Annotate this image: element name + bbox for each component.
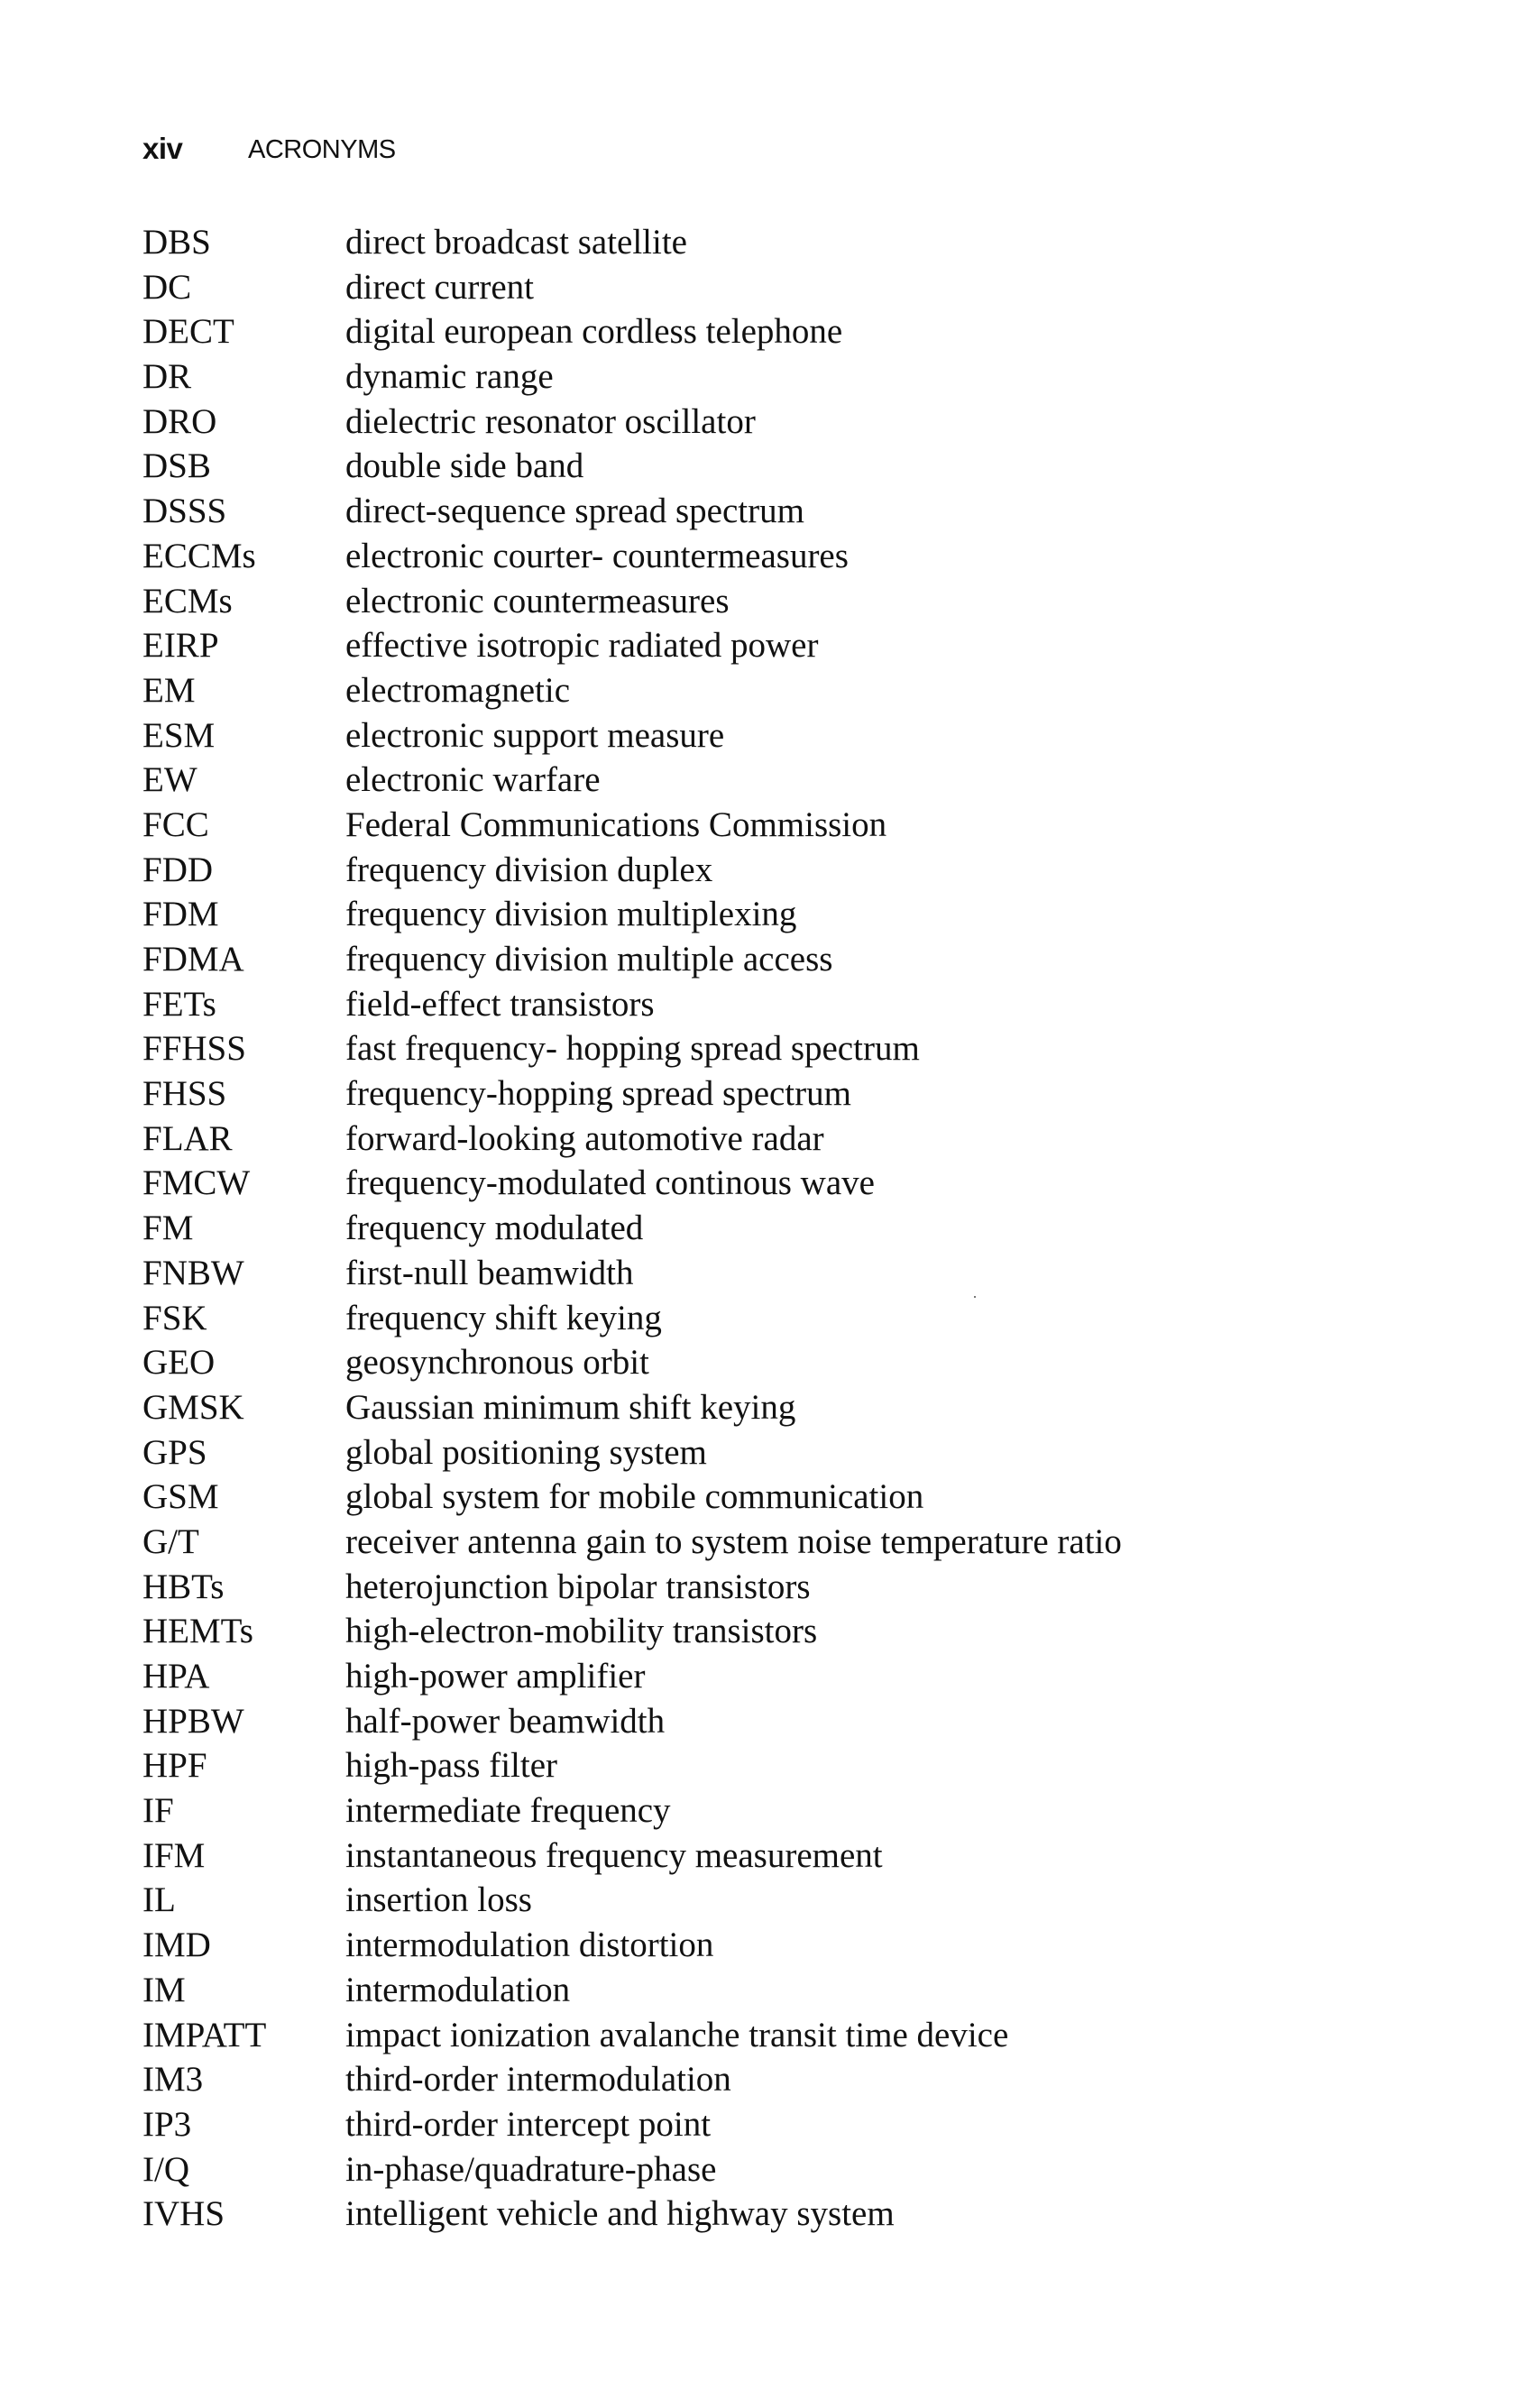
acronym-abbreviation: FHSS: [142, 1074, 227, 1114]
acronym-abbreviation: EW: [142, 760, 197, 800]
acronym-abbreviation: HBTs: [142, 1567, 225, 1606]
acronym-abbreviation: HPA: [142, 1657, 210, 1696]
acronym-abbreviation: FNBW: [142, 1253, 244, 1292]
acronym-definition: direct broadcast satellite: [345, 223, 687, 262]
acronym-definition: in-phase/quadrature-phase: [345, 2149, 717, 2189]
acronym-abbreviation: EIRP: [142, 626, 219, 666]
acronym-abbreviation: DSB: [142, 446, 211, 486]
acronym-abbreviation: IM: [142, 1970, 186, 2009]
acronym-abbreviation: FLAR: [142, 1118, 233, 1158]
acronym-definition: receiver antenna gain to system noise temperature ratio: [345, 1521, 1122, 1561]
acronym-definition: heterojunction bipolar transistors: [345, 1567, 811, 1606]
acronym-definition: Gaussian minimum shift keying: [345, 1387, 796, 1427]
acronym-definition: insertion loss: [345, 1880, 532, 1920]
acronym-definition: fast frequency- hopping spread spectrum: [345, 1029, 920, 1069]
acronym-definition: intermodulation distortion: [345, 1925, 714, 1965]
acronym-abbreviation: HEMTs: [142, 1612, 253, 1651]
acronym-abbreviation: G/T: [142, 1521, 199, 1561]
acronym-definition: frequency division duplex: [345, 850, 713, 889]
acronym-definition: direct current: [345, 267, 534, 307]
acronym-definition: high-power amplifier: [345, 1657, 646, 1696]
acronym-definition: high-electron-mobility transistors: [345, 1612, 818, 1651]
acronym-definition: Federal Communications Commission: [345, 804, 887, 844]
acronym-definition: geosynchronous orbit: [345, 1343, 649, 1383]
acronym-definition: direct-sequence spread spectrum: [345, 492, 804, 531]
acronym-abbreviation: FCC: [142, 804, 209, 844]
acronym-abbreviation: ECCMs: [142, 536, 256, 575]
acronym-definition: electronic support measure: [345, 715, 725, 755]
page-header: [142, 132, 396, 166]
acronym-definition: global system for mobile communication: [345, 1477, 924, 1517]
scan-speck: [974, 1296, 976, 1298]
acronym-abbreviation: FETs: [142, 984, 216, 1024]
acronym-definition: impact ionization avalanche transit time device: [345, 2015, 1009, 2054]
acronym-abbreviation: DSSS: [142, 492, 227, 531]
acronym-abbreviation: DC: [142, 267, 192, 307]
acronym-abbreviation: GSM: [142, 1477, 219, 1517]
acronym-abbreviation: IMD: [142, 1925, 211, 1965]
acronym-abbreviation: FDD: [142, 850, 214, 889]
acronym-definition: first-null beamwidth: [345, 1253, 634, 1292]
acronym-abbreviation: IFM: [142, 1835, 206, 1875]
acronym-definition: third-order intermodulation: [345, 2060, 731, 2100]
running-title: ACRONYMS: [248, 135, 396, 164]
acronym-definition: frequency shift keying: [345, 1298, 662, 1337]
acronym-definition: intermediate frequency: [345, 1791, 671, 1831]
acronym-abbreviation: DECT: [142, 312, 234, 352]
acronym-definition: forward-looking automotive radar: [345, 1118, 824, 1158]
acronym-definition: intermodulation: [345, 1970, 571, 2009]
acronym-abbreviation: DRO: [142, 401, 217, 441]
acronym-abbreviation: I/Q: [142, 2149, 189, 2189]
acronym-definition: electronic warfare: [345, 760, 601, 800]
acronym-abbreviation: GPS: [142, 1432, 207, 1472]
acronym-abbreviation: FM: [142, 1209, 194, 1248]
acronym-abbreviation: IMPATT: [142, 2015, 267, 2054]
page-number: xiv: [142, 132, 183, 165]
acronym-definition: effective isotropic radiated power: [345, 626, 819, 666]
acronym-definition: third-order intercept point: [345, 2104, 712, 2144]
acronym-abbreviation: HPBW: [142, 1701, 244, 1741]
acronym-abbreviation: IF: [142, 1791, 174, 1831]
acronym-definition: dielectric resonator oscillator: [345, 401, 756, 441]
acronym-definition: instantaneous frequency measurement: [345, 1835, 883, 1875]
acronym-abbreviation: EM: [142, 670, 196, 710]
acronym-definition: frequency-hopping spread spectrum: [345, 1074, 851, 1114]
acronym-definition: digital european cordless telephone: [345, 312, 843, 352]
acronym-abbreviation: FDMA: [142, 940, 244, 979]
acronym-abbreviation: IP3: [142, 2104, 192, 2144]
acronym-abbreviation: FSK: [142, 1298, 207, 1337]
acronym-definition: frequency modulated: [345, 1209, 644, 1248]
acronym-definition: half-power beamwidth: [345, 1701, 666, 1741]
acronym-abbreviation: ESM: [142, 715, 216, 755]
acronym-definition: frequency division multiple access: [345, 940, 833, 979]
acronym-definition: electronic countermeasures: [345, 581, 730, 620]
acronym-abbreviation: GMSK: [142, 1387, 244, 1427]
acronym-definition: electronic courter- countermeasures: [345, 536, 849, 575]
acronym-definition: global positioning system: [345, 1432, 707, 1472]
acronym-abbreviation: FMCW: [142, 1163, 251, 1203]
acronym-abbreviation: HPF: [142, 1746, 207, 1786]
acronym-definition: intelligent vehicle and highway system: [345, 2194, 895, 2234]
acronym-abbreviation: ECMs: [142, 581, 233, 620]
acronym-abbreviation: IL: [142, 1880, 176, 1920]
acronym-definition: dynamic range: [345, 357, 554, 397]
acronym-abbreviation: DBS: [142, 223, 211, 262]
acronym-abbreviation: IVHS: [142, 2194, 225, 2234]
acronym-definition: electromagnetic: [345, 670, 571, 710]
acronym-abbreviation: IM3: [142, 2060, 204, 2100]
acronym-abbreviation: FFHSS: [142, 1029, 246, 1069]
acronym-abbreviation: GEO: [142, 1343, 216, 1383]
acronym-definition: field-effect transistors: [345, 984, 655, 1024]
acronym-definition: high-pass filter: [345, 1746, 558, 1786]
acronym-abbreviation: FDM: [142, 895, 219, 934]
acronym-abbreviation: DR: [142, 357, 192, 397]
acronym-definition: frequency division multiplexing: [345, 895, 797, 934]
acronym-definition: frequency-modulated continous wave: [345, 1163, 875, 1203]
acronym-definition: double side band: [345, 446, 584, 486]
